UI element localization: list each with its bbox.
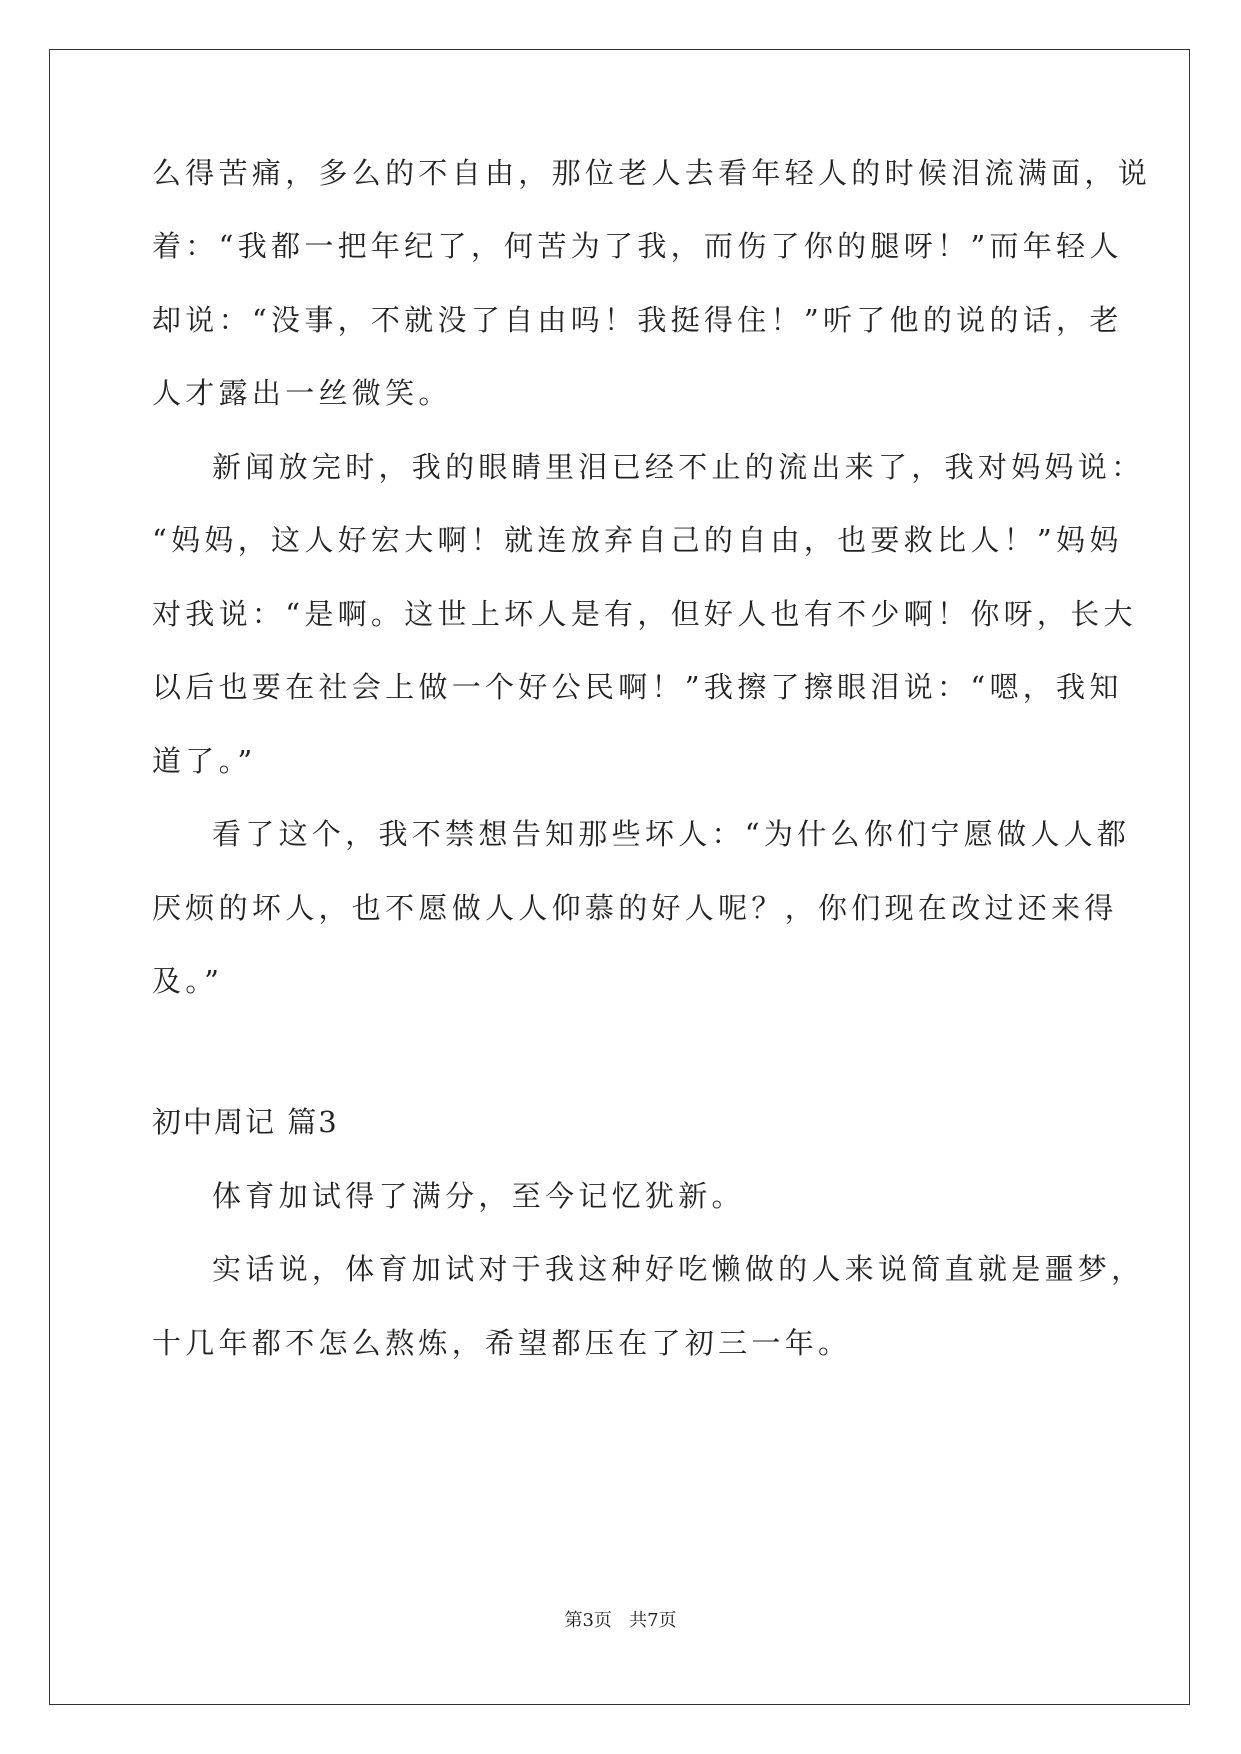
paragraph-line: 着：“我都一把年纪了，何苦为了我，而伤了你的腿呀！”而年轻人 xyxy=(152,229,1123,263)
paragraph-line: 道了。” xyxy=(152,744,257,778)
paragraph-line: 新闻放完时，我的眼睛里泪已经不止的流出来了，我对妈妈说： xyxy=(212,450,1145,484)
section-heading: 初中周记 篇3 xyxy=(152,1105,339,1139)
paragraph-line: “妈妈，这人好宏大啊！就连放弃自己的自由，也要救比人！”妈妈 xyxy=(152,523,1123,557)
paragraph-line: 对我说：“是啊。这世上坏人是有，但好人也有不少啊！你呀，长大 xyxy=(152,597,1137,631)
paragraph-line: 么得苦痛，多么的不自由，那位老人去看年轻人的时候泪流满面，说 xyxy=(152,156,1152,190)
paragraph-line: 厌烦的坏人，也不愿做人人仰慕的好人呢？，你们现在改过还来得 xyxy=(152,891,1118,925)
paragraph-line: 看了这个，我不禁想告知那些坏人：“为什么你们宁愿做人人都 xyxy=(212,817,1131,851)
paragraph-line: 十几年都不怎么熬炼，希望都压在了初三一年。 xyxy=(152,1326,852,1360)
paragraph-line: 人才露出一丝微笑。 xyxy=(152,376,452,410)
paragraph-line: 及。” xyxy=(152,964,224,998)
page-number-footer: 第3页 共7页 xyxy=(564,1610,677,1631)
paragraph-line: 体育加试得了满分，至今记忆犹新。 xyxy=(212,1179,745,1213)
paragraph-line: 却说：“没事，不就没了自由吗！我挺得住！”听了他的说的话，老 xyxy=(152,303,1123,337)
paragraph-line: 以后也要在社会上做一个好公民啊！”我擦了擦眼泪说：“嗯，我知 xyxy=(152,670,1123,704)
page-border xyxy=(49,49,1190,1705)
paragraph-line: 实话说，体育加试对于我这种好吃懒做的人来说简直就是噩梦， xyxy=(212,1252,1145,1286)
